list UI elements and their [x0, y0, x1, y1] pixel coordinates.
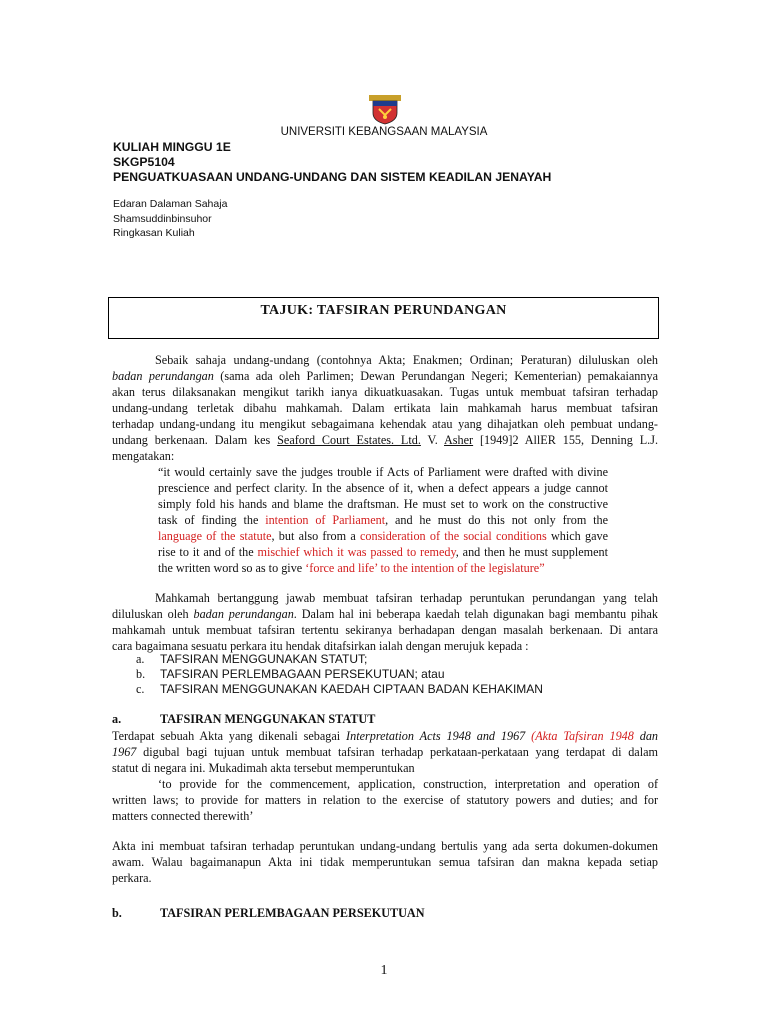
section-letter: a. — [112, 712, 122, 726]
text-span: , but also from a — [271, 529, 360, 543]
text-span: which gave — [546, 529, 608, 543]
university-crest-logo — [369, 95, 401, 125]
section-heading: TAFSIRAN MENGGUNAKAN STATUT — [160, 712, 376, 726]
highlight-red: language of the statute — [158, 529, 272, 543]
summary-label: Ringkasan Kuliah — [113, 227, 195, 239]
topic-title: TAJUK: TAFSIRAN PERUNDANGAN — [260, 303, 507, 318]
text-line: perkara. — [112, 871, 152, 885]
text-span: , and he must do this not only from the — [385, 513, 609, 527]
text-line: prescience and perfect clarity. In the absence of it, when a defect appears a judge cannot — [158, 481, 608, 495]
list-item: TAFSIRAN MENGGUNAKAN STATUT; — [160, 652, 368, 666]
section-letter: b. — [112, 906, 122, 920]
text-line: statut di negara ini. Mukadimah akta tersebut memperuntukan — [112, 761, 415, 775]
text-line: mengatakan: — [112, 449, 175, 463]
list-item: TAFSIRAN MENGGUNAKAN KAEDAH CIPTAAN BADAN KEHAKIMAN — [160, 682, 543, 696]
highlight-red: consideration of the social conditions — [359, 529, 547, 543]
list-item-letter: b. — [136, 667, 146, 681]
course-code: SKGP5104 — [113, 155, 175, 169]
text-span: badan perundangan — [112, 369, 214, 383]
text-span: , and then he must supplement — [455, 545, 608, 559]
text-span: rise to it and of the — [158, 545, 258, 559]
text-line — [158, 544, 608, 560]
text-line: akan terus dilaksanakan mengikut tarikh ianya dikuatkuasakan. Tugas untuk membuat tafsiran terhadap — [112, 385, 658, 399]
text-line — [112, 744, 658, 760]
text-line: simply fold his hands and blame the draftsman. He must set to work on the constructive — [158, 497, 608, 511]
highlight-red: ‘force and life’ to the intention of the legislature” — [305, 561, 545, 575]
text-line — [158, 512, 608, 528]
list-item-letter: a. — [136, 652, 145, 666]
text-line: “it would certainly save the judges trouble if Acts of Parliament were drafted with divine — [158, 465, 608, 479]
text-span: dan — [633, 729, 659, 743]
highlight-red: intention of Parliament — [265, 513, 386, 527]
act-name: Interpretation Acts 1948 and 1967 — [346, 729, 526, 743]
text-line: Sebaik sahaja undang-undang (contohnya Akta; Enakmen; Ordinan; Peraturan) diluluskan oleh — [155, 353, 658, 367]
text-span: diluluskan oleh — [112, 607, 194, 621]
highlight-red: mischief which it was passed to remedy — [257, 545, 456, 559]
text-line — [112, 368, 658, 384]
text-span: V. — [420, 433, 444, 447]
page-number: 1 — [380, 963, 388, 978]
text-line — [158, 560, 545, 576]
text-span: task of finding the — [158, 513, 266, 527]
text-line — [112, 432, 658, 448]
lecture-week: KULIAH MINGGU 1E — [113, 140, 231, 154]
text-line: cara bagaimana sesuatu perkara itu hendak ditafsirkan ialah dengan merujuk kepada : — [112, 639, 529, 653]
highlight-red: (Akta Tafsiran 1948 — [525, 729, 634, 743]
case-name: Seaford Court Estates. Ltd. — [277, 433, 421, 447]
lecturer-name: Shamsuddinbinsuhor — [113, 213, 212, 225]
text-line: terhadap undang-undang itu mengikut sebagaimana kehendak atau yang dihajatkan oleh pembuat undang- — [112, 417, 658, 431]
text-span: [1949]2 AllER 155, Denning L.J. — [473, 433, 659, 447]
list-item: TAFSIRAN PERLEMBAGAAN PERSEKUTUAN; atau — [160, 667, 445, 681]
text-line — [112, 606, 658, 622]
text-span: undang berkenaan. Dalam kes — [112, 433, 278, 447]
section-heading: TAFSIRAN PERLEMBAGAAN PERSEKUTUAN — [160, 906, 425, 920]
text-line: Akta ini membuat tafsiran terhadap peruntukan undang-undang bertulis yang ada serta dokumen-dokumen — [112, 839, 658, 853]
text-line: awam. Walau bagaimanapun Akta ini tidak memperuntukan semua tafsiran dan makna kepada setiap — [112, 855, 658, 869]
text-line — [158, 528, 608, 544]
text-span: digubal bagi tujuan untuk membuat tafsiran terhadap perkataan-perkataan yang terdapat di dalam — [136, 745, 658, 759]
text-span: . Dalam hal ini beberapa kaedah telah digunakan bagi membantu pihak — [293, 607, 659, 621]
distribution-note: Edaran Dalaman Sahaja — [113, 198, 228, 210]
text-line: matters connected therewith’ — [112, 809, 254, 823]
text-line: ‘to provide for the commencement, application, construction, interpretation and operation of — [158, 777, 658, 791]
text-span: (sama ada oleh Parlimen; Dewan Perundangan Negeri; Kementerian) pemakaiannya — [213, 369, 658, 383]
topic-title-box — [108, 297, 659, 339]
case-party: Asher — [444, 433, 474, 447]
text-line — [112, 728, 658, 744]
text-span: badan perundangan — [193, 607, 294, 621]
text-line: undang-undang terletak dibahu mahkamah. Dalam ertikata lain mahkamah harus membuat tafsiran — [112, 401, 658, 415]
university-name: UNIVERSITI KEBANGSAAN MALAYSIA — [280, 126, 488, 138]
text-line: Mahkamah bertanggung jawab membuat tafsiran terhadap peruntukan perundangan yang telah — [155, 591, 658, 605]
text-span: 1967 — [112, 745, 137, 759]
text-span: the written word so as to give — [158, 561, 306, 575]
list-item-letter: c. — [136, 682, 145, 696]
text-line: mahkamah untuk membuat tafsiran tertentu sekiranya berhadapan dengan masalah berkenaan. Di antara — [112, 623, 658, 637]
text-line: written laws; to provide for matters in relation to the exercise of statutory powers and duties; and for — [112, 793, 658, 807]
text-span: Terdapat sebuah Akta yang dikenali sebagai — [112, 729, 347, 743]
course-title: PENGUATKUASAAN UNDANG-UNDANG DAN SISTEM KEADILAN JENAYAH — [113, 170, 552, 184]
